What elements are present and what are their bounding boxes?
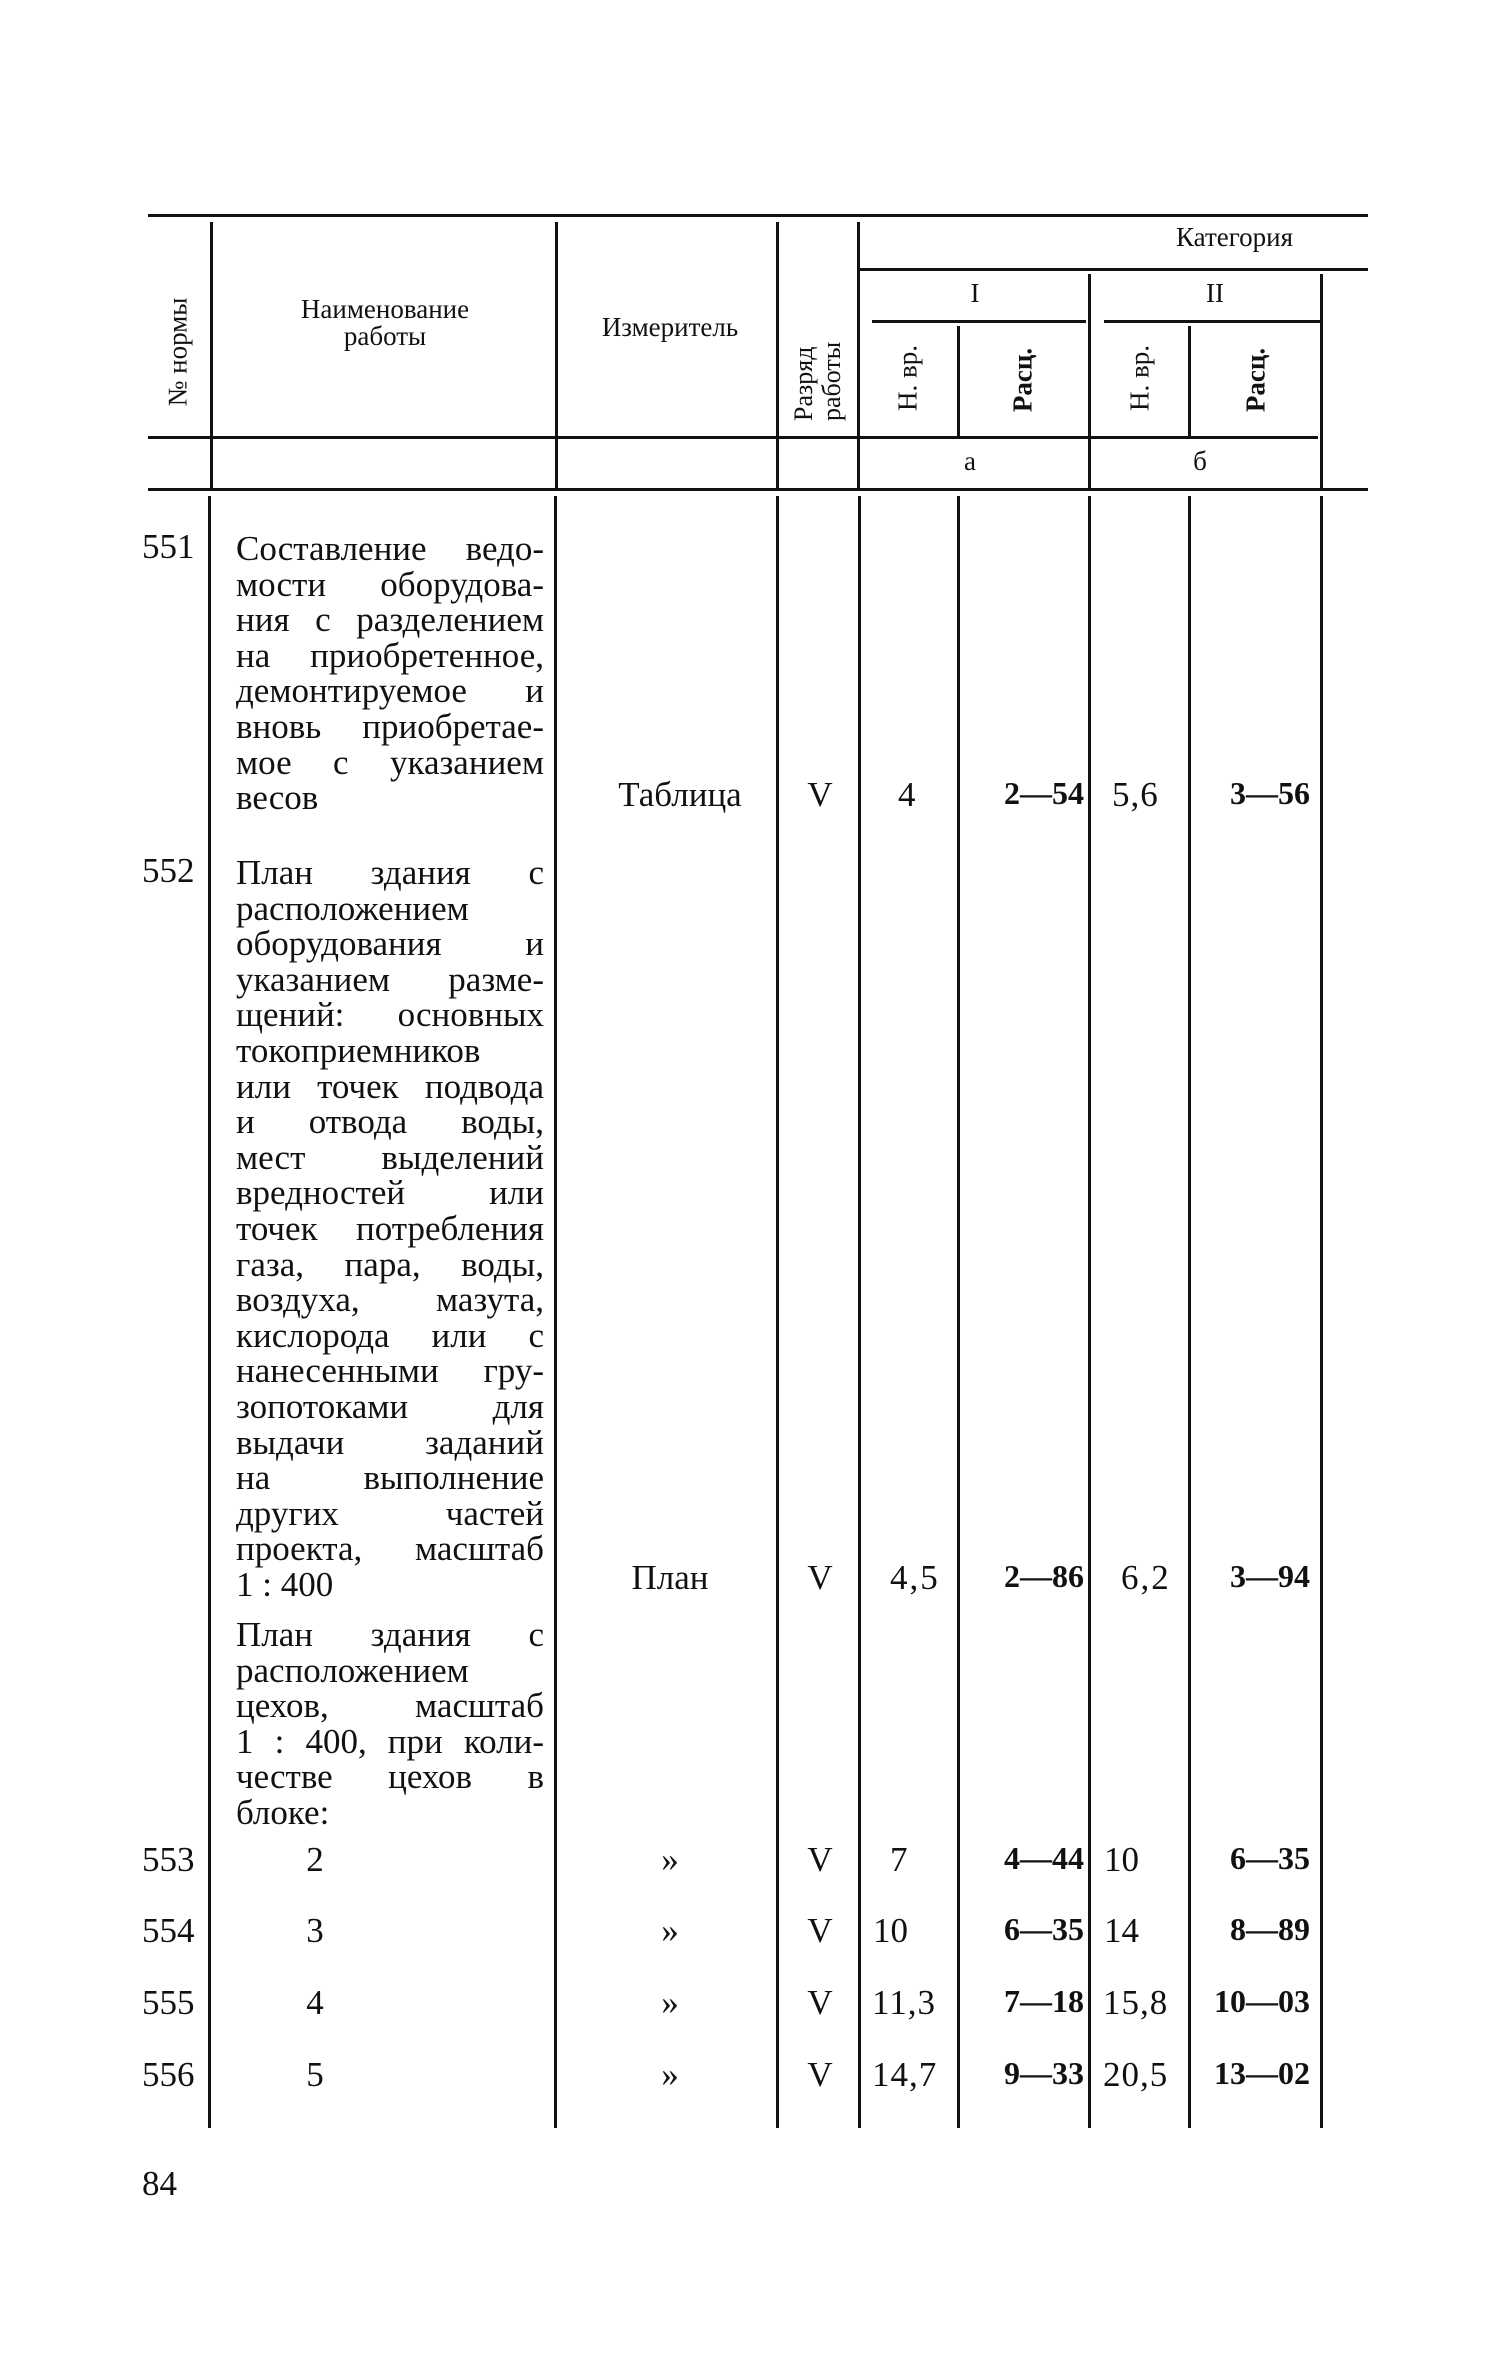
row-552-name-line: проекта, масштаб bbox=[236, 1529, 544, 1569]
header-time-norm-1: Н. вр. bbox=[892, 345, 923, 411]
header-norm-no: № нормы bbox=[162, 297, 193, 407]
row-553-time-norm-2: 10 bbox=[1104, 1840, 1139, 1879]
row-551-name bbox=[236, 531, 544, 816]
row-552-name-line: токоприемников bbox=[236, 1030, 481, 1070]
row-551-name-line: на приобретенное, bbox=[236, 635, 544, 675]
row-552-no: 552 bbox=[142, 851, 195, 890]
row-552-name-line: и отвода воды, bbox=[236, 1102, 544, 1142]
row-551-no: 551 bbox=[142, 527, 195, 566]
row-551-name-line: ния с разделением bbox=[236, 600, 544, 640]
header-rate-2: Расц. bbox=[1240, 347, 1271, 413]
col-divider-8 bbox=[1320, 496, 1323, 2128]
row-556-unit: » bbox=[661, 2055, 679, 2094]
row-552-time-norm-1: 4,5 bbox=[890, 1558, 940, 1597]
row-556-rate-1: 9—33 bbox=[1004, 2055, 1084, 2091]
row-552-name-line: План здания с bbox=[236, 853, 544, 892]
row-551-time-norm-1: 4 bbox=[898, 775, 916, 814]
row-553-rate-1: 4—44 bbox=[1004, 1840, 1084, 1876]
subheading-line: цехов, масштаб bbox=[236, 1686, 544, 1726]
col-divider-2-header bbox=[555, 222, 558, 488]
row-552-name-line: точек потребления bbox=[236, 1208, 544, 1248]
row-552-time-norm-2: 6,2 bbox=[1121, 1558, 1171, 1597]
table-top-rule bbox=[148, 214, 1368, 217]
row-551-name-line: мое с указанием bbox=[236, 742, 544, 782]
row-551-name-line: весов bbox=[236, 778, 319, 818]
col-divider-4 bbox=[858, 496, 861, 2128]
row-552-name-line: указанием разме- bbox=[236, 959, 544, 999]
row-553-rate-2: 6—35 bbox=[1230, 1840, 1310, 1876]
row-554-name: 3 bbox=[306, 1911, 324, 1950]
row-552-name-line: других частей bbox=[236, 1493, 544, 1533]
subheading-line: 1 : 400, при коли- bbox=[236, 1721, 544, 1761]
row-552-name-line: мест выделений bbox=[236, 1137, 544, 1177]
row-553-no: 553 bbox=[142, 1840, 195, 1879]
col-divider-7-header bbox=[1188, 326, 1191, 436]
row-554-grade: V bbox=[807, 1911, 833, 1950]
row-552-name-line: 1 : 400 bbox=[236, 1564, 334, 1604]
header-category: Категория bbox=[1176, 222, 1293, 252]
col-divider-1 bbox=[208, 496, 211, 2128]
col-divider-3 bbox=[776, 496, 779, 2128]
row-553-time-norm-1: 7 bbox=[890, 1840, 908, 1879]
header-lower-rule bbox=[148, 436, 1318, 439]
row-556-time-norm-2: 20,5 bbox=[1103, 2055, 1169, 2094]
header-col-b: б bbox=[1193, 446, 1207, 476]
row-555-no: 555 bbox=[142, 1983, 195, 2022]
row-551-time-norm-2: 5,6 bbox=[1112, 775, 1159, 814]
row-552-unit: План bbox=[631, 1558, 709, 1597]
row-552-name bbox=[236, 855, 544, 1602]
row-551-name-line: демонтируемое и bbox=[236, 671, 544, 711]
row-552-name-line: воздуха, мазута, bbox=[236, 1280, 544, 1320]
row-552-name-line: выдачи заданий bbox=[236, 1422, 544, 1462]
row-552-name-line: газа, пара, воды, bbox=[236, 1244, 544, 1284]
subheading bbox=[236, 1617, 544, 1831]
row-555-rate-2: 10—03 bbox=[1214, 1983, 1310, 2019]
row-556-grade: V bbox=[807, 2055, 833, 2094]
page-number: 84 bbox=[142, 2164, 177, 2203]
row-554-time-norm-1: 10 bbox=[873, 1911, 908, 1950]
col-divider-2 bbox=[554, 496, 557, 2128]
row-556-name: 5 bbox=[306, 2055, 324, 2094]
row-556-rate-2: 13—02 bbox=[1214, 2055, 1310, 2091]
header-time-norm-2: Н. вр. bbox=[1124, 345, 1155, 411]
cat2-subrule bbox=[1104, 320, 1320, 323]
header-work-name: Наименование работы bbox=[300, 294, 470, 351]
row-554-unit: » bbox=[661, 1911, 679, 1950]
row-552-name-line: нанесенными гру- bbox=[236, 1351, 544, 1391]
category-rule bbox=[860, 268, 1368, 271]
row-552-rate-2: 3—94 bbox=[1230, 1558, 1310, 1594]
row-552-name-line: оборудования и bbox=[236, 924, 544, 964]
row-555-time-norm-1: 11,3 bbox=[872, 1983, 936, 2022]
row-551-grade: V bbox=[807, 775, 833, 814]
col-divider-1-header bbox=[210, 222, 213, 488]
row-552-name-line: щений: основных bbox=[236, 995, 544, 1035]
subheading-line: блоке: bbox=[236, 1792, 330, 1832]
row-552-name-line: вредностей или bbox=[236, 1173, 544, 1213]
col-divider-4-header bbox=[857, 222, 860, 488]
row-551-name-line: Составление ведо- bbox=[236, 529, 544, 568]
row-555-rate-1: 7—18 bbox=[1004, 1983, 1084, 2019]
row-555-time-norm-2: 15,8 bbox=[1103, 1983, 1169, 2022]
row-552-name-line: зопотоками для bbox=[236, 1386, 544, 1426]
header-unit: Измеритель bbox=[601, 312, 739, 342]
row-553-grade: V bbox=[807, 1840, 833, 1879]
row-551-rate-2: 3—56 bbox=[1230, 775, 1310, 811]
col-divider-6 bbox=[1088, 496, 1091, 2128]
subheading-line: расположением bbox=[236, 1650, 469, 1690]
row-554-no: 554 bbox=[142, 1911, 195, 1950]
row-556-time-norm-1: 14,7 bbox=[872, 2055, 938, 2094]
row-555-unit: » bbox=[661, 1983, 679, 2022]
row-554-rate-2: 8—89 bbox=[1230, 1911, 1310, 1947]
row-554-rate-1: 6—35 bbox=[1004, 1911, 1084, 1947]
row-555-name: 4 bbox=[306, 1983, 324, 2022]
row-552-name-line: или точек подвода bbox=[236, 1066, 544, 1106]
col-divider-6-header bbox=[1088, 274, 1091, 488]
cat1-subrule bbox=[872, 320, 1086, 323]
row-551-rate-1: 2—54 bbox=[1004, 775, 1084, 811]
row-552-name-line: кислорода или с bbox=[236, 1315, 544, 1355]
row-551-name-line: мости оборудова- bbox=[236, 564, 544, 604]
row-553-unit: » bbox=[661, 1840, 679, 1879]
header-col-a: а bbox=[964, 446, 976, 476]
row-554-time-norm-2: 14 bbox=[1104, 1911, 1139, 1950]
header-grade: Разряд работы bbox=[789, 341, 846, 421]
col-divider-8-header bbox=[1320, 274, 1323, 488]
col-divider-7 bbox=[1188, 496, 1191, 2128]
col-divider-5 bbox=[957, 496, 960, 2128]
subheading-line: План здания с bbox=[236, 1615, 544, 1654]
row-552-name-line: расположением bbox=[236, 888, 469, 928]
row-552-grade: V bbox=[807, 1558, 833, 1597]
row-552-name-line: на выполнение bbox=[236, 1458, 544, 1498]
row-551-unit: Таблица bbox=[618, 775, 742, 814]
header-bottom-rule bbox=[148, 488, 1368, 491]
row-552-rate-1: 2—86 bbox=[1004, 1558, 1084, 1594]
header-rate-1: Расц. bbox=[1007, 347, 1038, 413]
row-551-name-line: вновь приобретае- bbox=[236, 706, 544, 746]
header-cat2: II bbox=[1206, 278, 1224, 308]
subheading-line: честве цехов в bbox=[236, 1757, 544, 1797]
header-cat1: I bbox=[970, 278, 980, 308]
row-556-no: 556 bbox=[142, 2055, 195, 2094]
row-553-name: 2 bbox=[306, 1840, 324, 1879]
row-555-grade: V bbox=[807, 1983, 833, 2022]
col-divider-5-header bbox=[957, 326, 960, 436]
col-divider-3-header bbox=[776, 222, 779, 488]
